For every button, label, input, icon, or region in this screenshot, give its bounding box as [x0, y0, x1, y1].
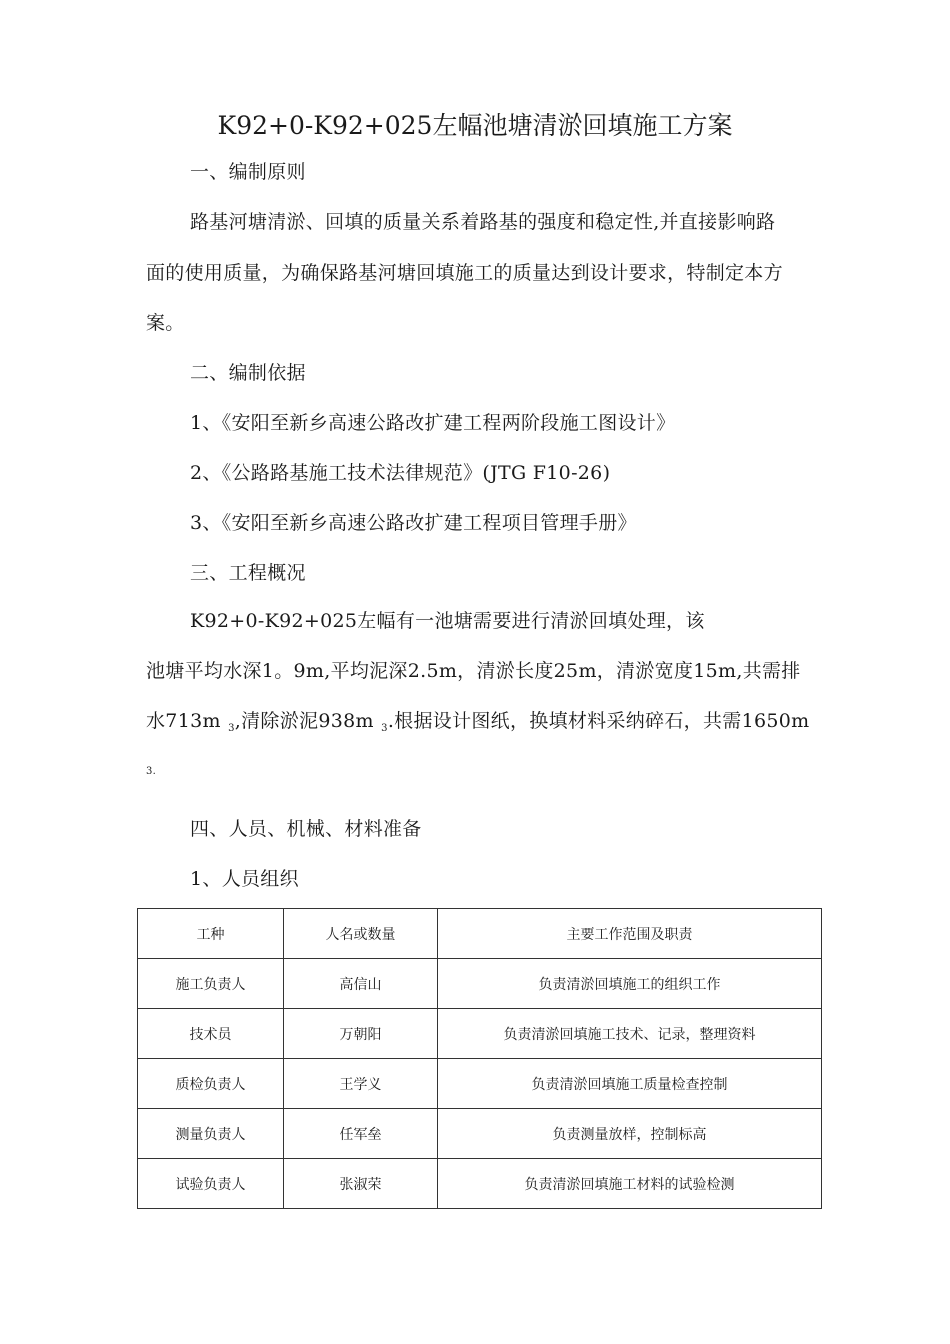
section-heading-principles: 一、编制原则	[190, 161, 306, 183]
section-heading-preparation: 四、人员、机械、材料准备	[190, 818, 422, 840]
personnel-table	[137, 908, 822, 1209]
role-cell: 施工负责人	[138, 959, 284, 1009]
subsection-heading-personnel: 1、人员组织	[190, 868, 299, 890]
duty-cell: 负责测量放样，控制标高	[438, 1109, 822, 1159]
duty-cell: 负责清淤回填施工质量检查控制	[438, 1059, 822, 1109]
role-cell: 测量负责人	[138, 1109, 284, 1159]
table-row	[138, 1059, 822, 1109]
overview-line: 池塘平均水深1。9m,平均泥深2.5m，清淤长度25m，清淤宽度15m,共需排	[146, 660, 801, 682]
document-title: K92+0-K92+025左幅池塘清淤回填施工方案	[217, 111, 733, 140]
basis-item: 1、《安阳至新乡高速公路改扩建工程两阶段施工图设计》	[190, 412, 676, 434]
duty-cell: 负责清淤回填施工的组织工作	[438, 959, 822, 1009]
unit-subscript: 3	[228, 723, 235, 734]
paragraph-line: 案。	[146, 312, 185, 334]
paragraph-line: 路基河塘清淤、回填的质量关系着路基的强度和稳定性,并直接影响路	[190, 211, 776, 233]
section-heading-basis: 二、编制依据	[190, 362, 306, 384]
header-cell: 人名或数量	[284, 909, 438, 959]
duty-cell: 负责清淤回填施工材料的试验检测	[438, 1159, 822, 1209]
table-row	[138, 959, 822, 1009]
overview-text: 水713m	[146, 710, 228, 732]
header-cell: 工种	[138, 909, 284, 959]
person-cell: 高信山	[284, 959, 438, 1009]
overview-line-unit: 3.	[146, 766, 157, 777]
person-cell: 万朝阳	[284, 1009, 438, 1059]
person-cell: 王学义	[284, 1059, 438, 1109]
basis-item: 3、《安阳至新乡高速公路改扩建工程项目管理手册》	[190, 512, 637, 534]
role-cell: 试验负责人	[138, 1159, 284, 1209]
overview-text: ,清除淤泥938m	[234, 710, 381, 732]
table-row	[138, 1159, 822, 1209]
person-cell: 任军垒	[284, 1109, 438, 1159]
role-cell: 质检负责人	[138, 1059, 284, 1109]
paragraph-line: 面的使用质量，为确保路基河塘回填施工的质量达到设计要求，特制定本方	[146, 262, 783, 284]
table-row	[138, 1109, 822, 1159]
basis-item: 2、《公路路基施工技术法律规范》(JTG F10-26)	[190, 462, 611, 484]
person-cell: 张淑荣	[284, 1159, 438, 1209]
overview-text: .根据设计图纸，换填材料采纳碎石，共需1650m	[387, 710, 810, 732]
table-row	[138, 1009, 822, 1059]
overview-line: K92+0-K92+025左幅有一池塘需要进行清淤回填处理，该	[190, 610, 705, 632]
unit-subscript: 3	[381, 723, 388, 734]
duty-cell: 负责清淤回填施工技术、记录，整理资料	[438, 1009, 822, 1059]
section-heading-overview: 三、工程概况	[190, 562, 306, 584]
role-cell: 技术员	[138, 1009, 284, 1059]
table-header-row	[138, 909, 822, 959]
header-cell: 主要工作范围及职责	[438, 909, 822, 959]
overview-line	[146, 709, 809, 741]
